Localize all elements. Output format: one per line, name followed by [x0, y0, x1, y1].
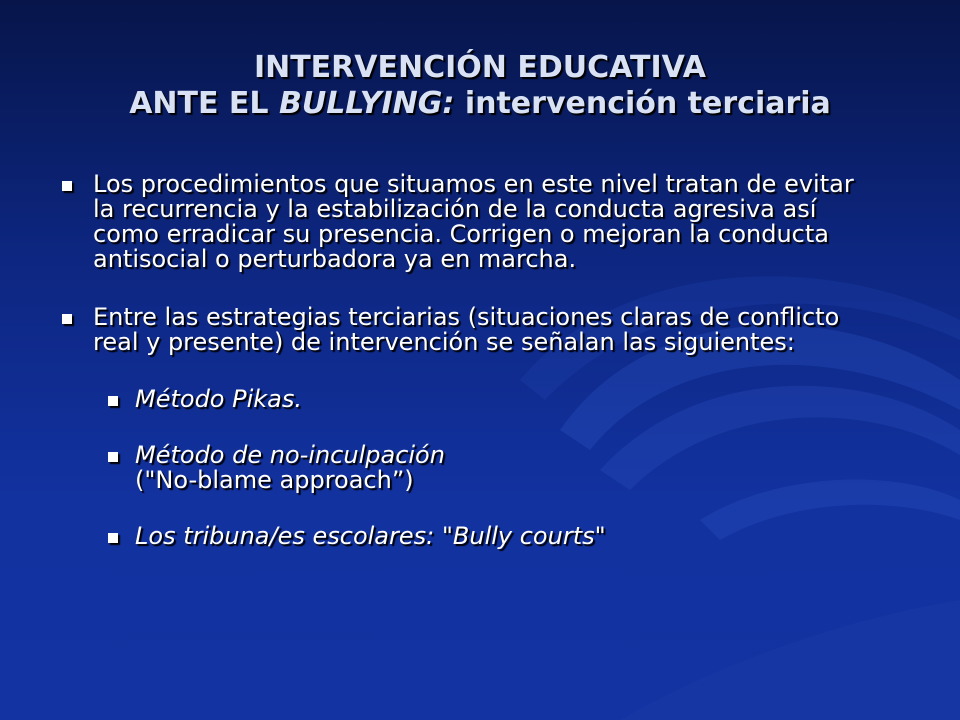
bullet-text: Entre las estrategias terciarias (situaciones claras de conflicto real y presente) de intervención se señalan las siguientes: — [93, 303, 840, 356]
sub-bullet-text: Método Pikas. — [135, 385, 302, 413]
bullet-item-1 — [60, 172, 860, 272]
title-line-2 — [60, 86, 900, 122]
square-bullet-icon — [62, 314, 72, 324]
sub-bullet-item-1 — [60, 387, 860, 412]
square-bullet-icon — [108, 452, 118, 462]
title-line-2-prefix: ANTE EL — [129, 86, 279, 121]
title-line-2-italic: BULLYING: — [278, 86, 455, 121]
square-bullet-icon — [62, 181, 72, 191]
title-line-2-suffix: intervención terciaria — [454, 86, 831, 121]
bullet-item-2 — [60, 305, 860, 355]
sub-bullet-text: Los tribuna/es escolares: "Bully courts" — [135, 522, 606, 550]
title-line-1: INTERVENCIÓN EDUCATIVA — [253, 50, 707, 85]
bullet-text: Los procedimientos que situamos en este nivel tratan de evitar la recurrencia y la estabilización de la conducta agresiva así como erradicar su presencia. Corrigen o mejoran la conducta antisocial o perturbadora ya en marcha. — [93, 170, 854, 273]
slide-body — [60, 168, 860, 549]
square-bullet-icon — [108, 396, 118, 406]
square-bullet-icon — [108, 533, 118, 543]
slide-title — [60, 50, 900, 122]
sub-bullet-item-2 — [60, 443, 860, 493]
sub-bullet-item-3 — [60, 524, 860, 549]
sub-bullet-text-line-1: Método de no-inculpación — [135, 441, 445, 469]
sub-bullet-text-line-2: ("No-blame approach”) — [135, 466, 414, 494]
